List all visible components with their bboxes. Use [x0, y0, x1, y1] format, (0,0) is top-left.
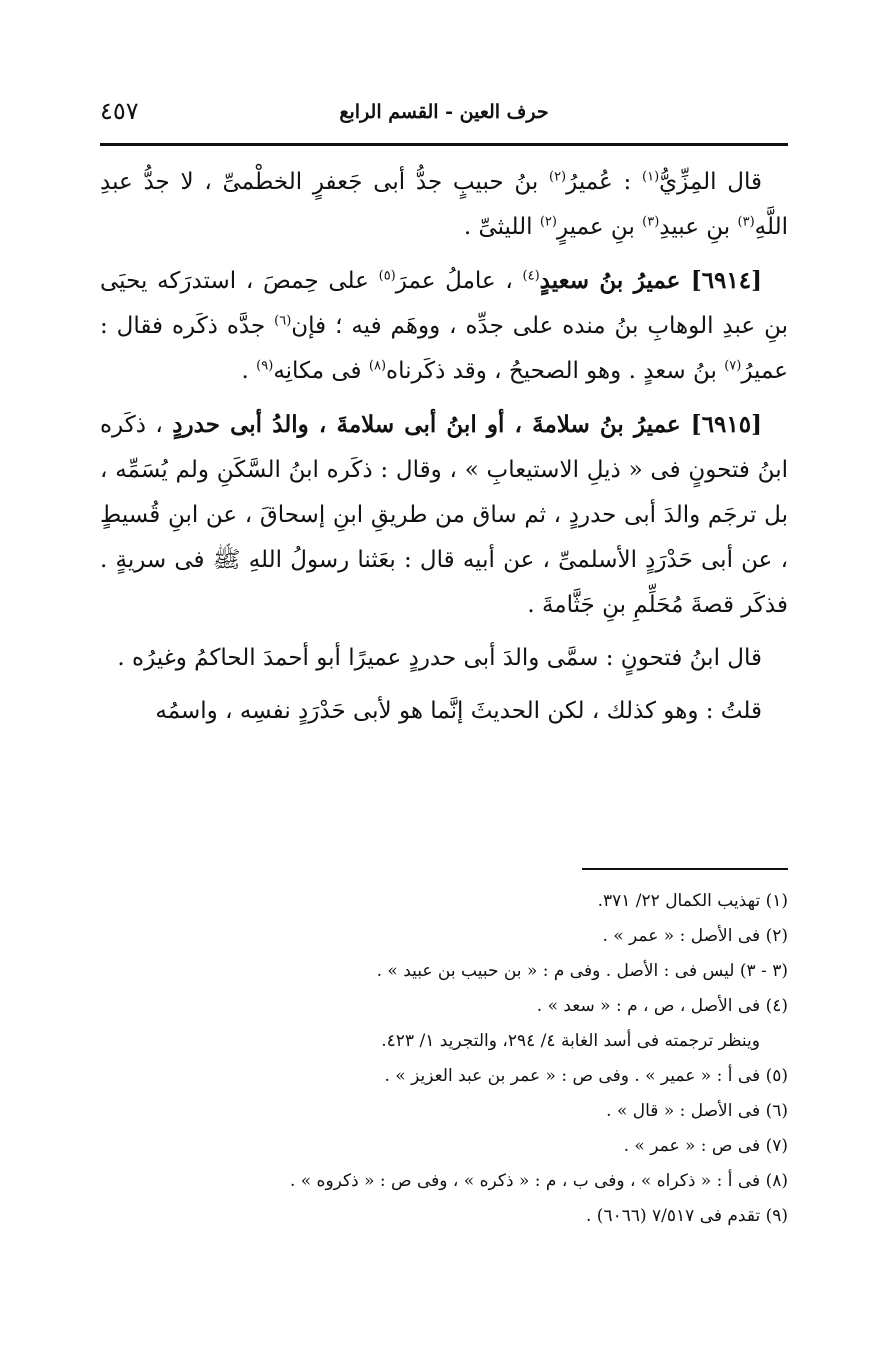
page-header: [100, 95, 788, 135]
footnote: (٦) فى الأصل : « قال » .: [606, 1101, 788, 1121]
main-text: [100, 160, 788, 742]
text-run: .: [241, 358, 257, 384]
footnote-ref: (٢): [539, 214, 557, 230]
footnote-ref: (٢): [548, 169, 567, 185]
footnote: (٥) فى أ : « عمير » . وفى ص : « عمر بن عبد العزيز » .: [384, 1066, 788, 1086]
footnote: (٢) فى الأصل : « عمر » .: [602, 926, 788, 946]
entry-name: عميرُ بنُ سلامةَ ، أو ابنُ أبى سلامةَ ، والدُ أبى حدردٍ: [172, 411, 691, 438]
paragraph-5: قلتُ : وهو كذلك ، لكن الحديثَ إنَّما هو لأبى حَدْرَدٍ نفسِه ، واسمُه: [155, 698, 762, 724]
footnote-ref: (٦): [274, 313, 292, 329]
text-run: فى مكانِه: [273, 358, 369, 384]
footnote: (٣ - ٣) ليس فى : الأصل . وفى م : « بن حبيب بن عبيد » .: [376, 961, 788, 981]
text-run: ، ذكَره ابنُ فتحونٍ فى « ذيلِ الاستيعابِ » ، وقال : ذكَره ابنُ السَّكَنِ ولم يُسَمِّه ، بل ترجَم والدَ أبى حدردٍ ، ثم ساق من طريقِ ابنِ إسحاقَ ، عن ابنِ قُسيطٍ ، عن أبى حَدْرَدٍ الأسلمىِّ ، عن أبيه قال : بعَثنا رسولُ اللهِ ﷺ فى سريةٍ . فذكَر قصةَ مُحَلِّمِ بنِ جَثَّامةَ .: [100, 412, 788, 618]
footnote-ref: (٨): [368, 358, 387, 374]
text-run: بنِ عبيدِ: [659, 214, 738, 240]
footnotes: [100, 884, 788, 1234]
text-run: : عُميرُ: [566, 169, 642, 195]
text-run: بنِ عميرٍ: [556, 214, 643, 240]
footnote-ref: (٩): [256, 358, 274, 374]
text-run: الليثىِّ .: [463, 214, 540, 240]
footnote: (٨) فى أ : « ذكراه » ، وفى ب ، م : « ذكره » ، وفى ص : « ذكروه » .: [289, 1171, 788, 1191]
paragraph-4: قال ابنُ فتحونٍ : سمَّى والدَ أبى حدردٍ عميرًا أبو أحمدَ الحاكمُ وغيرُه .: [117, 645, 762, 671]
entry-number: [٦٩١٤]: [690, 267, 763, 294]
entry-6915: [100, 402, 788, 628]
text-run: ، عاملُ عمرَ: [395, 268, 523, 294]
footnote: (١) تهذيب الكمال ٢٢/ ٣٧١.: [597, 891, 788, 911]
text-run: بنُ سعدٍ . وهو الصحيحُ ، وقد ذكَرناه: [386, 358, 725, 384]
footnote: (٧) فى ص : « عمر » .: [623, 1136, 788, 1156]
footnote-ref: (٣): [737, 214, 755, 230]
entry-6914: [100, 258, 788, 394]
footnote-ref: (٣): [642, 214, 660, 230]
paragraph-1: [100, 160, 788, 250]
footnote-ref: (٥): [378, 268, 396, 284]
footnote-rule: [582, 868, 788, 870]
text-run: بنُ حبيبٍ جدُّ أبى جَعفرٍ الخطْمىِّ ، لا جدُّ عبدِ اللَّهِ: [100, 169, 788, 240]
footnote-continuation: وينظر ترجمته فى أسد الغابة ٤/ ٢٩٤، والتجريد ١/ ٤٢٣.: [381, 1031, 760, 1051]
text-run: على حِمصَ ، استدرَكه يحيَى بنِ عبدِ الوهابِ بنُ منده على جدِّه ، ووهَم فيه ؛ فإن: [100, 268, 788, 339]
entry-number: [٦٩١٥]: [690, 411, 762, 438]
page-number: ٤٥٧: [100, 97, 139, 125]
footnote: (٩) تقدم فى ٧/٥١٧ (٦٠٦٦) .: [586, 1206, 788, 1226]
entry-name: عميرُ بنُ سعيدٍ: [539, 267, 691, 294]
footnote: (٤) فى الأصل ، ص ، م : « سعد » .: [536, 996, 788, 1016]
footnote-ref: (٧): [724, 358, 742, 374]
text-run: قال المِزِّيُّ: [659, 169, 762, 195]
footnote-ref: (٤): [522, 268, 540, 284]
running-title: حرف العين - القسم الرابع: [339, 101, 549, 123]
text-run: جدَّه ذكَره فقال : عميرُ: [100, 313, 788, 384]
footnote-ref: (١): [642, 169, 660, 185]
header-rule: [100, 143, 788, 146]
